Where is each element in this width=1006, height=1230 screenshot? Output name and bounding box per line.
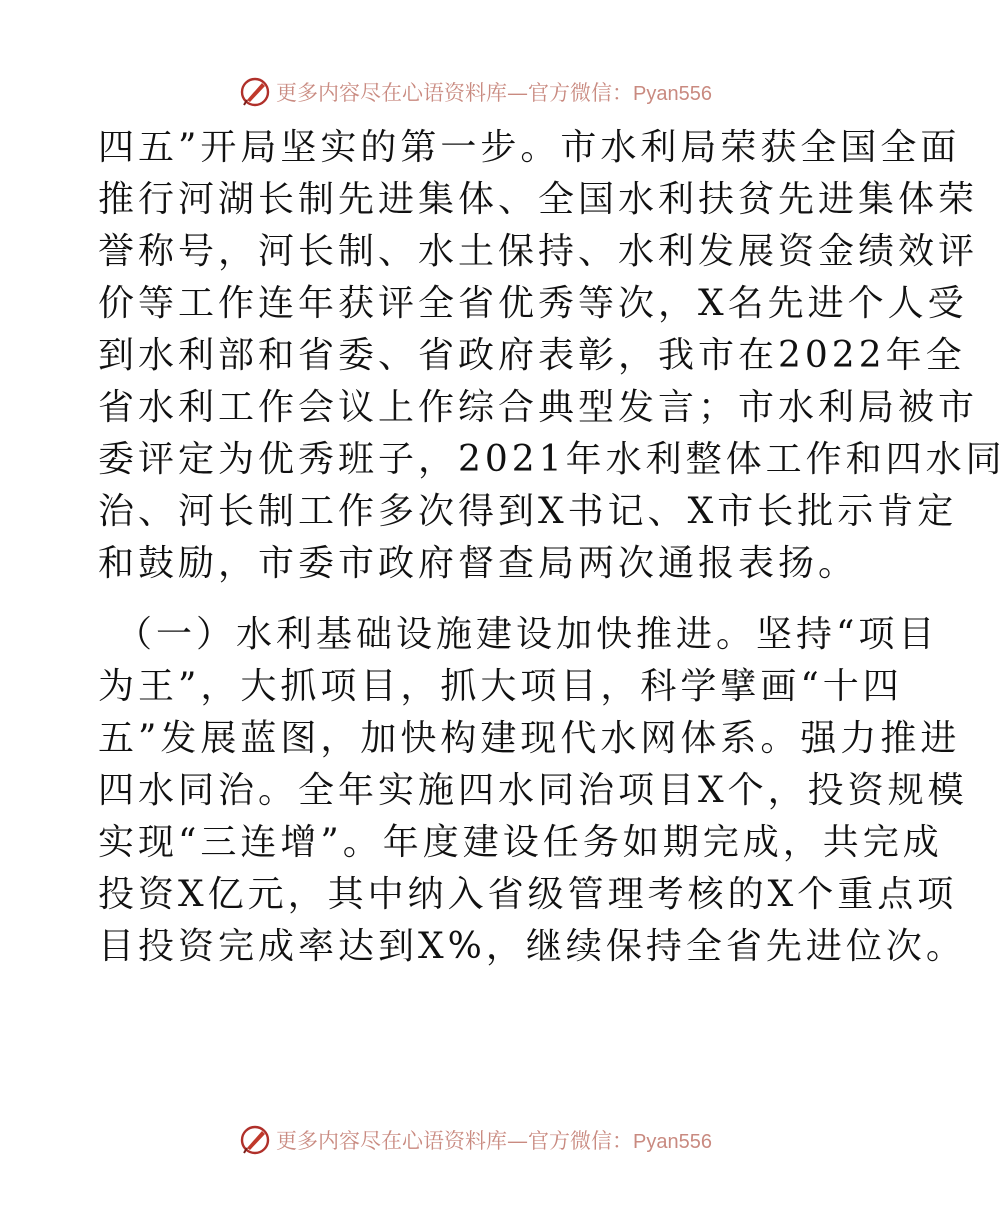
paragraph-line: 价等工作连年获评全省优秀等次，X名先进个人受 (98, 283, 968, 324)
watermark-text (276, 1125, 712, 1155)
watermark-label: 更多内容尽在心语资料库—官方微信： (276, 81, 634, 105)
feather-pen-logo-icon (238, 1123, 272, 1157)
paragraph-line: 四水同治。全年实施四水同治项目X个，投资规模 (98, 770, 968, 811)
paragraph-2 (98, 609, 968, 973)
paragraph-line: 目投资完成率达到X%，继续保持全省先进位次。 (98, 926, 966, 967)
paragraph-line: 誉称号，河长制、水土保持、水利发展资金绩效评 (98, 231, 979, 272)
paragraph-line: 委评定为优秀班子，2021年水利整体工作和四水同 (98, 439, 1006, 480)
paragraph-line: 到水利部和省委、省政府表彰，我市在2022年全 (98, 335, 966, 376)
watermark-wechat-id: Pyan556 (633, 83, 712, 105)
paragraph-1 (98, 122, 1006, 590)
watermark-text (276, 77, 712, 107)
paragraph-line: 推行河湖长制先进集体、全国水利扶贫先进集体荣 (98, 179, 979, 220)
paragraph-line: 省水利工作会议上作综合典型发言；市水利局被市 (98, 387, 979, 428)
paragraph-line: 四五”开局坚实的第一步。市水利局荣获全国全面 (98, 127, 961, 168)
paragraph-line: 实现“三连增”。年度建设任务如期完成，共完成 (98, 822, 943, 863)
paragraph-line: 治、河长制工作多次得到X书记、X市长批示肯定 (98, 491, 958, 532)
paragraph-line: （一）水利基础设施建设加快推进。坚持“项目 (116, 614, 939, 655)
feather-pen-logo-icon (238, 75, 272, 109)
paragraph-line: 和鼓励，市委市政府督查局两次通报表扬。 (98, 543, 859, 584)
watermark-wechat-id: Pyan556 (633, 1131, 712, 1153)
paragraph-line: 投资X亿元，其中纳入省级管理考核的X个重点项 (98, 874, 958, 915)
watermark-label: 更多内容尽在心语资料库—官方微信： (276, 1129, 634, 1153)
footer-watermark (0, 1120, 950, 1160)
header-watermark (0, 72, 950, 112)
paragraph-line: 为王”，大抓项目，抓大项目，科学擘画“十四 (98, 666, 903, 707)
paragraph-line: 五”发展蓝图，加快构建现代水网体系。强力推进 (98, 718, 961, 759)
document-body (98, 122, 1006, 973)
